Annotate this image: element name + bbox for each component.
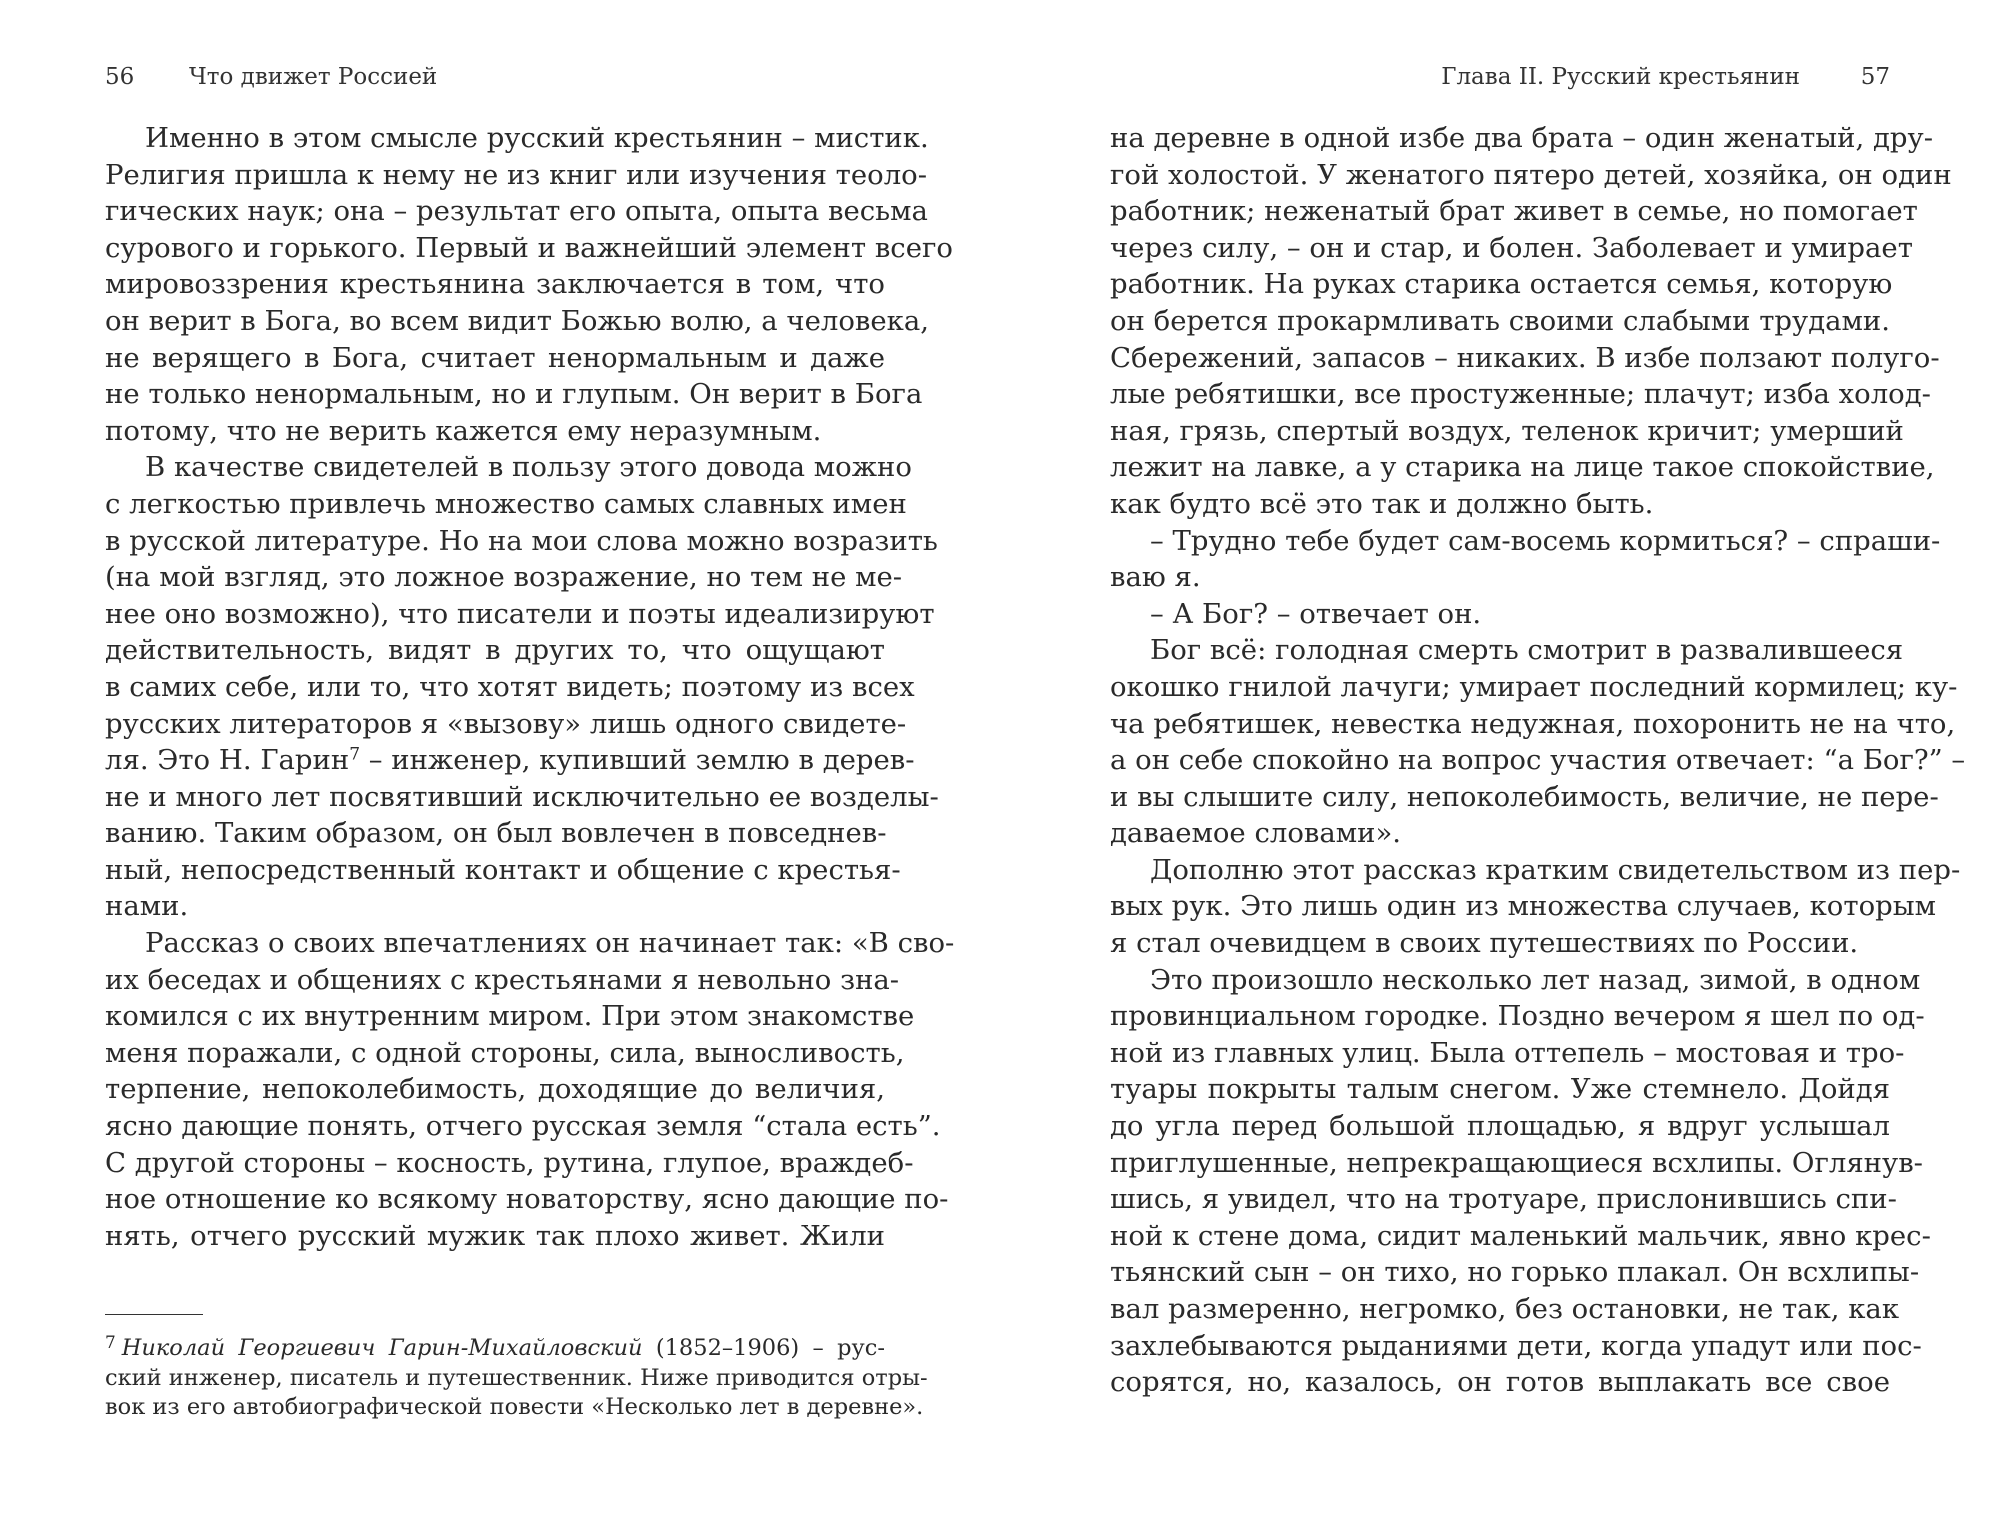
footnote-number: 7 (105, 1332, 116, 1353)
text-line: нять, отчего русский мужик так плохо живет. Жили (105, 1219, 885, 1252)
footnote-text: (1852–1906) – рус- (655, 1335, 886, 1361)
text-line: а он себе спокойно на вопрос участия отвечает: “а Бог?” – (1110, 744, 1966, 777)
text-line: Религия пришла к нему не из книг или изучения теоло- (105, 158, 928, 191)
text-line: лые ребятишки, все простуженные; плачут; изба холод- (1110, 378, 1931, 411)
text-fragment: – инженер, купивший землю в дерев- (368, 744, 915, 777)
text-line: В качестве свидетелей в пользу этого довода можно (145, 451, 912, 484)
left-page-text (105, 120, 955, 1254)
text-line: я стал очевидцем в своих путешествиях по России. (1110, 927, 1859, 960)
text-line: нами. (105, 890, 189, 923)
text-line: он верит в Бога, во всем видит Божью волю, а человека, (105, 304, 929, 337)
text-line: меня поражали, с одной стороны, сила, выносливость, (105, 1036, 905, 1069)
text-line: Это произошло несколько лет назад, зимой, в одном (1150, 963, 1921, 996)
text-line: (на мой взгляд, это ложное возражение, но тем не ме- (105, 561, 903, 594)
text-line: с легкостью привлечь множество самых славных имен (105, 487, 907, 520)
text-line: вых рук. Это лишь один из множества случаев, которым (1110, 890, 1937, 923)
running-title-left: Что движет Россией (189, 64, 438, 90)
text-line: ная, грязь, спертый воздух, теленок кричит; умерший (1110, 414, 1904, 447)
text-line: их беседах и общениях с крестьянами я невольно зна- (105, 963, 900, 996)
text-line: ное отношение ко всякому новаторству, ясно дающие по- (105, 1183, 949, 1216)
left-page (105, 0, 955, 1522)
text-line: действительность, видят в других то, что ощущают (105, 634, 885, 667)
text-line: и вы слышите силу, непоколебимость, величие, не пере- (1110, 780, 1939, 813)
right-page-header (1110, 64, 1890, 96)
text-line: ный, непосредственный контакт и общение с крестья- (105, 853, 901, 886)
footnote-divider (105, 1314, 203, 1315)
text-line: приглушенные, непрекращающиеся всхлипы. Оглянув- (1110, 1146, 1923, 1179)
footnote-line: ский инженер, писатель и путешественник. Ниже приводится отры- (105, 1364, 928, 1391)
text-line: С другой стороны – косность, рутина, глупое, враждеб- (105, 1146, 914, 1179)
text-line: лежит на лавке, а у старика на лице такое спокойствие, (1110, 451, 1935, 484)
text-line: до угла перед большой площадью, я вдруг услышал (1110, 1110, 1890, 1143)
text-line: туары покрыты талым снегом. Уже стемнело. Дойдя (1110, 1073, 1890, 1106)
text-line: – Трудно тебе будет сам-восемь кормиться? – спраши- (1150, 524, 1941, 557)
text-line: ной из главных улиц. Была оттепель – мостовая и тро- (1110, 1036, 1905, 1069)
text-line: Дополню этот рассказ кратким свидетельством из пер- (1150, 853, 1961, 886)
text-line: ясно дающие понять, отчего русская земля “стала есть”. (105, 1110, 941, 1143)
right-page (1110, 0, 1966, 1522)
text-line: через силу, – он и стар, и болен. Заболевает и умирает (1110, 231, 1913, 264)
text-line: ванию. Таким образом, он был вовлечен в повседнев- (105, 817, 887, 850)
text-line: провинциальном городке. Поздно вечером я шел по од- (1110, 1000, 1925, 1033)
text-line: ваю я. (1110, 561, 1201, 594)
text-line: даваемое словами». (1110, 817, 1402, 850)
text-line: не и много лет посвятивший исключительно ее возделы- (105, 780, 939, 813)
text-line: Рассказ о своих впечатлениях он начинает так: «В сво- (145, 927, 955, 960)
text-line: терпение, непоколебимость, доходящие до величия, (105, 1073, 885, 1106)
text-line: Бог всё: голодная смерть смотрит в развалившееся (1150, 634, 1904, 667)
text-line: комился с их внутренним миром. При этом знакомстве (105, 1000, 915, 1033)
text-line: гических наук; она – результат его опыта, опыта весьма (105, 195, 928, 228)
text-line: захлебываются рыданиями дети, когда упадут или пос- (1110, 1329, 1922, 1362)
text-line: Именно в этом смысле русский крестьянин – мистик. (145, 122, 929, 154)
text-line: в самих себе, или то, что хотят видеть; поэтому из всех (105, 670, 915, 703)
text-line: сорятся, но, казалось, он готов выплакать все свое (1110, 1366, 1890, 1399)
text-line: окошко гнилой лачуги; умирает последний кормилец; ку- (1110, 670, 1958, 703)
footnote-line: вок из его автобиографической повести «Несколько лет в деревне». (105, 1394, 924, 1420)
text-line: гой холостой. У женатого пятеро детей, хозяйка, он один (1110, 158, 1952, 191)
left-page-header (105, 64, 885, 96)
text-line: ной к стене дома, сидит маленький мальчик, явно крес- (1110, 1219, 1931, 1252)
text-fragment: ля. Это Н. Гарин (105, 744, 350, 777)
footnote-reference: 7 (349, 744, 361, 765)
footnote-line (105, 1334, 885, 1364)
text-line: на деревне в одной избе два брата – один женатый, дру- (1110, 122, 1933, 154)
text-line: нее оно возможно), что писатели и поэты идеализируют (105, 597, 935, 630)
text-line-with-footnote (105, 742, 915, 779)
page-number-left: 56 (105, 64, 135, 90)
text-line: русских литераторов я «вызову» лишь одного свидете- (105, 707, 907, 740)
text-line: не только ненормальным, но и глупым. Он верит в Бога (105, 378, 923, 411)
footnote (105, 1332, 928, 1423)
text-line: работник. На руках старика остается семья, которую (1110, 268, 1893, 301)
text-line: не верящего в Бога, считает ненормальным и даже (105, 341, 885, 374)
footnote-author-name: Николай Георгиевич Гарин-Михайловский (121, 1335, 643, 1361)
text-line: мировоззрения крестьянина заключается в том, что (105, 268, 885, 301)
text-line: ча ребятишек, невестка недужная, похоронить не на что, (1110, 707, 1956, 740)
text-line: потому, что не верить кажется ему неразумным. (105, 414, 822, 447)
running-title-right: Глава II. Русский крестьянин (1441, 64, 1800, 90)
text-line: в русской литературе. Но на мои слова можно возразить (105, 524, 938, 557)
text-line: он берется прокармливать своими слабыми трудами. (1110, 304, 1890, 337)
text-line: – А Бог? – отвечает он. (1150, 597, 1482, 630)
text-line: сурового и горького. Первый и важнейший элемент всего (105, 231, 953, 264)
page-number-right: 57 (1860, 64, 1890, 90)
text-line: шись, я увидел, что на тротуаре, прислонившись спи- (1110, 1183, 1897, 1216)
text-line: вал размеренно, негромко, без остановки, не так, как (1110, 1293, 1900, 1325)
text-line: тьянский сын – он тихо, но горько плакал. Он всхлипы- (1110, 1256, 1920, 1289)
right-page-text (1110, 120, 1966, 1401)
text-line: работник; неженатый брат живет в семье, но помогает (1110, 195, 1918, 228)
text-line: Сбережений, запасов – никаких. В избе ползают полуго- (1110, 341, 1940, 374)
text-line: как будто всё это так и должно быть. (1110, 487, 1654, 520)
